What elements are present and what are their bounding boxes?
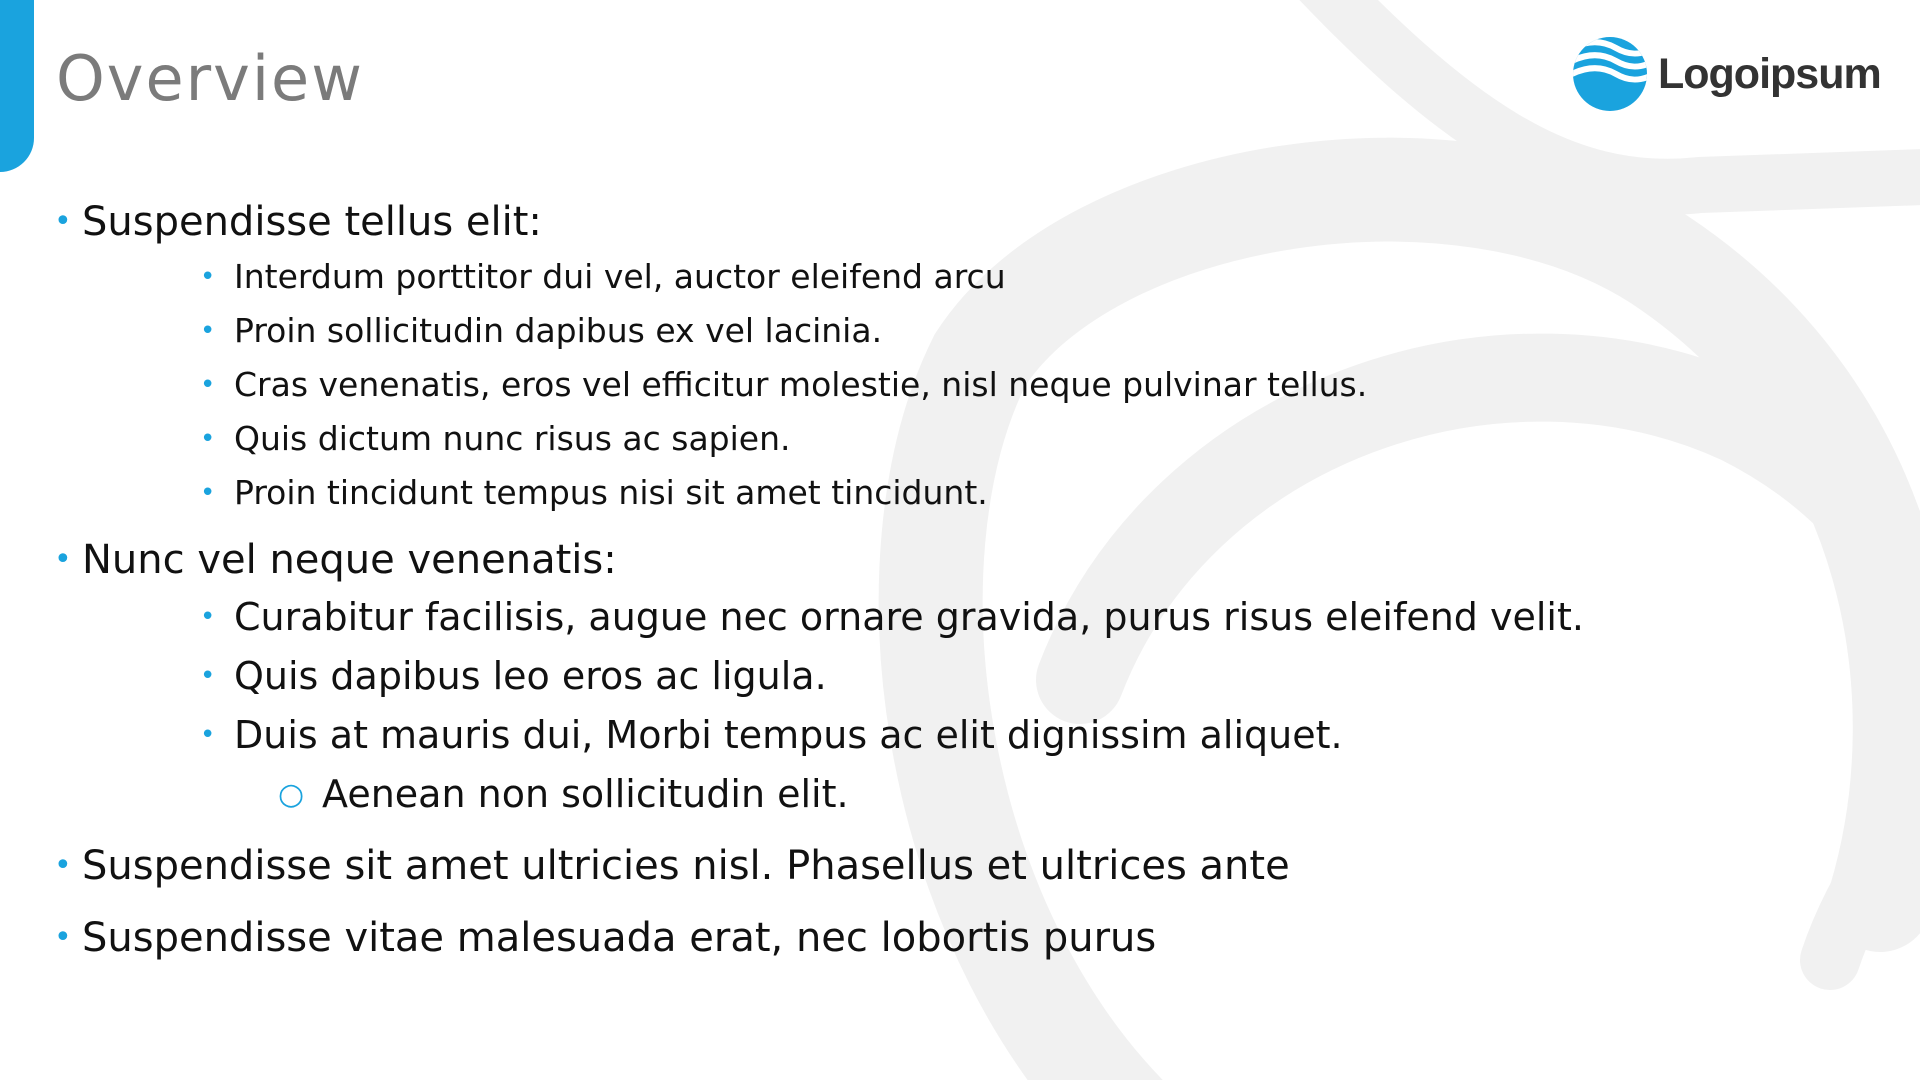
sub-bullet-text: Interdum porttitor dui vel, auctor eleifend arcu	[234, 257, 1006, 296]
dot-bullet-icon: •	[200, 478, 216, 508]
sub-bullet-item	[200, 250, 1754, 304]
sub-bullet-item	[200, 706, 1754, 824]
dot-bullet-icon: •	[54, 542, 72, 577]
dot-bullet-icon: •	[200, 262, 216, 292]
sub-bullet-item	[200, 588, 1754, 647]
bullet-item	[54, 838, 1754, 894]
sub-sub-bullet-text: Aenean non sollicitudin elit.	[322, 772, 849, 816]
dot-bullet-icon: •	[200, 316, 216, 346]
dot-bullet-icon: •	[200, 424, 216, 454]
sub-bullet-text: Quis dictum nunc risus ac sapien.	[234, 419, 791, 458]
bullet-item	[54, 910, 1754, 966]
bullet-text: Suspendisse sit amet ultricies nisl. Phasellus et ultrices ante	[82, 843, 1290, 889]
title-accent-tab	[0, 0, 34, 172]
sub-bullet-item	[200, 466, 1754, 520]
dot-bullet-icon: •	[200, 370, 216, 400]
sub-bullet-text: Proin tincidunt tempus nisi sit amet tincidunt.	[234, 473, 988, 512]
sub-bullet-text: Quis dapibus leo eros ac ligula.	[234, 654, 827, 698]
sub-bullet-item	[200, 647, 1754, 706]
sub-bullet-text: Cras venenatis, eros vel efficitur molestie, nisl neque pulvinar tellus.	[234, 365, 1368, 404]
bullet-list	[54, 194, 1754, 966]
sub-sub-bullet-item	[278, 765, 1754, 824]
sub-bullet-text: Curabitur facilisis, augue nec ornare gravida, purus risus eleifend velit.	[234, 595, 1584, 639]
dot-bullet-icon: •	[54, 848, 72, 883]
brand-logo	[1572, 36, 1881, 112]
bullet-item	[54, 532, 1754, 824]
dot-bullet-icon: •	[54, 204, 72, 239]
sub-bullet-list	[200, 588, 1754, 824]
bullet-text: Suspendisse tellus elit:	[82, 199, 542, 245]
hollow-circle-bullet-icon: ○	[278, 777, 305, 812]
sub-sub-bullet-list	[278, 765, 1754, 824]
sub-bullet-item	[200, 304, 1754, 358]
bullet-text: Suspendisse vitae malesuada erat, nec lobortis purus	[82, 915, 1157, 961]
slide-title: Overview	[56, 42, 364, 115]
dot-bullet-icon: •	[200, 602, 216, 632]
sub-bullet-text: Duis at mauris dui, Morbi tempus ac elit dignissim aliquet.	[234, 713, 1343, 757]
bullet-content	[54, 194, 1754, 966]
sub-bullet-item	[200, 358, 1754, 412]
sub-bullet-text: Proin sollicitudin dapibus ex vel lacinia.	[234, 311, 883, 350]
dot-bullet-icon: •	[200, 720, 216, 750]
bullet-text: Nunc vel neque venenatis:	[82, 537, 617, 583]
wave-globe-logo-icon	[1572, 36, 1648, 112]
sub-bullet-item	[200, 412, 1754, 466]
bullet-item	[54, 194, 1754, 520]
dot-bullet-icon: •	[54, 920, 72, 955]
sub-bullet-list	[200, 250, 1754, 520]
dot-bullet-icon: •	[200, 661, 216, 691]
logo-wordmark: Logoipsum	[1658, 49, 1881, 98]
